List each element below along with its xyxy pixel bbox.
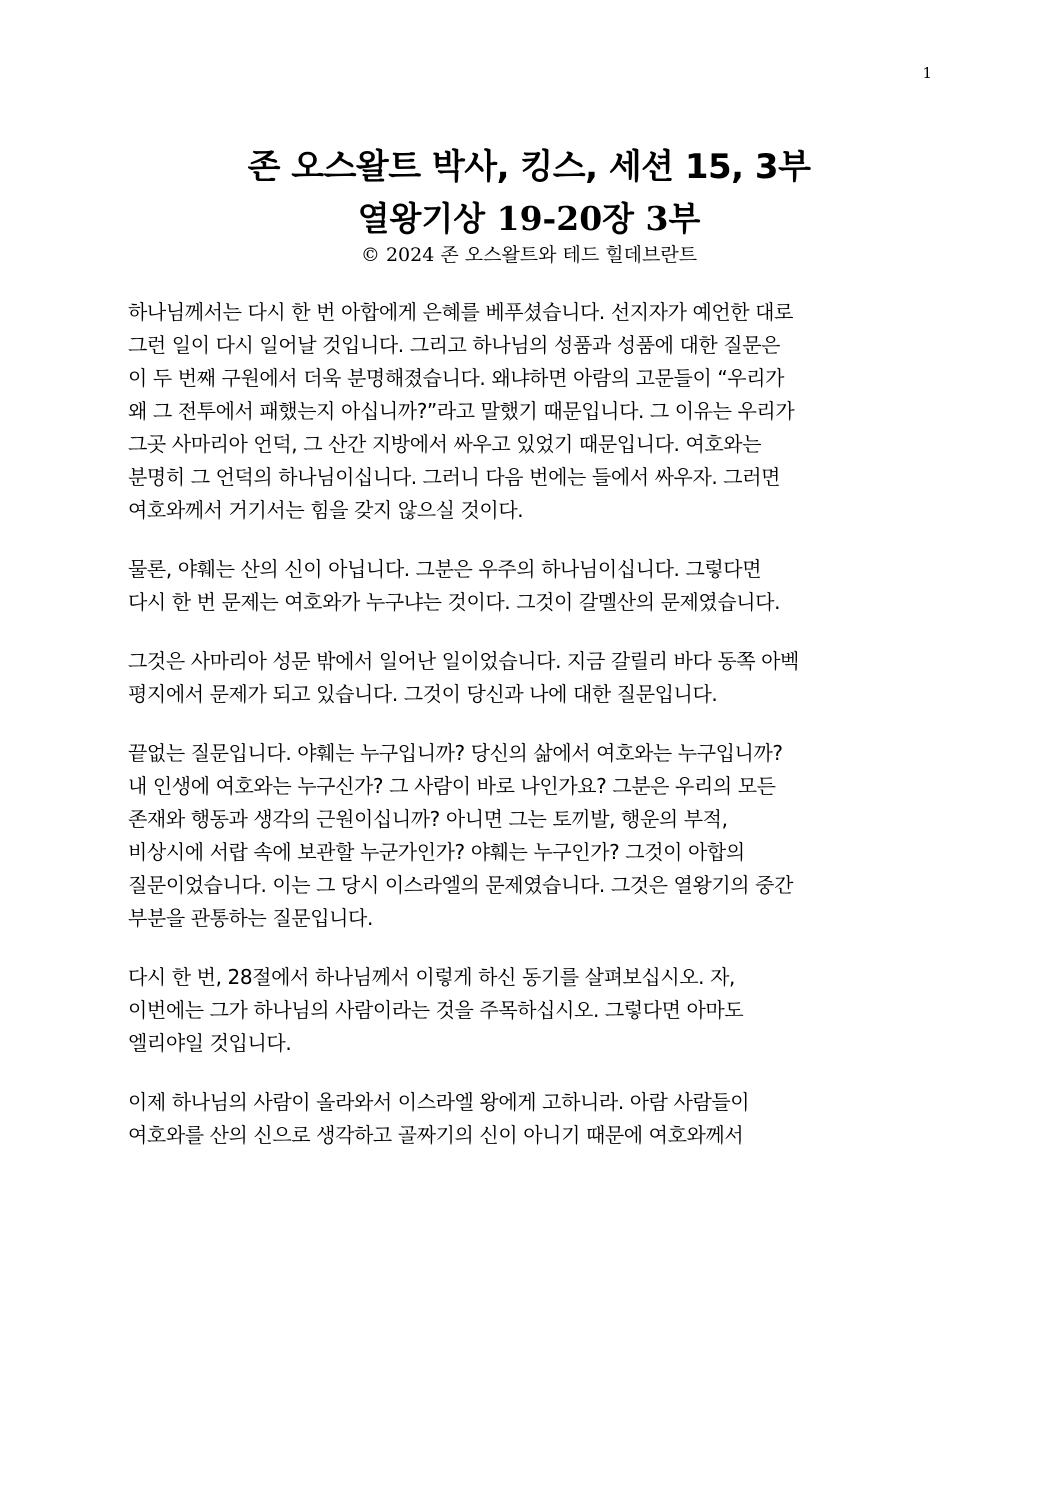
text-line: 다시 한 번, 28절에서 하나님께서 이렇게 하신 동기를 살펴보십시오. 자,	[128, 965, 735, 989]
text-line: 그곳 사마리아 언덕, 그 산간 지방에서 싸우고 있었기 때문입니다. 여호와는	[128, 432, 762, 456]
text-line: 엘리야일 것입니다.	[128, 1031, 292, 1055]
document-body	[128, 296, 928, 1178]
text-line: 하나님께서는 다시 한 번 아합에게 은혜를 베푸셨습니다. 선지자가 예언한 대로	[128, 300, 794, 324]
text-line: 부분을 관통하는 질문입니다.	[128, 906, 373, 930]
text-line: 이제 하나님의 사람이 올라와서 이스라엘 왕에게 고하니라. 아람 사람들이	[128, 1090, 750, 1114]
page-number: 1	[922, 64, 932, 82]
text-line: 그런 일이 다시 일어날 것입니다. 그리고 하나님의 성품과 성품에 대한 질문은	[128, 333, 781, 357]
text-line: 내 인생에 여호와는 누구신가? 그 사람이 바로 나인가요? 그분은 우리의 모든	[128, 774, 776, 798]
text-line: 왜 그 전투에서 패했는지 아십니까?”라고 말했기 때문입니다. 그 이유는 우리가	[128, 399, 795, 423]
text-line: 끝없는 질문입니다. 야훼는 누구입니까? 당신의 삶에서 여호와는 누구입니까?	[128, 741, 783, 765]
text-line: 비상시에 서랍 속에 보관할 누군가인가? 야훼는 누구인가? 그것이 아합의	[128, 840, 745, 864]
text-line: 질문이었습니다. 이는 그 당시 이스라엘의 문제였습니다. 그것은 열왕기의 중간	[128, 873, 794, 897]
text-line: 이 두 번째 구원에서 더욱 분명해졌습니다. 왜냐하면 아람의 고문들이 “우리가	[128, 366, 785, 390]
document-subtitle: 열왕기상 19-20장 3부	[357, 199, 701, 238]
copyright-notice: © 2024 존 오스왈트와 테드 힐데브란트	[360, 244, 698, 266]
paragraph	[128, 645, 928, 711]
paragraph	[128, 961, 928, 1060]
document-title: 존 오스왈트 박사, 킹스, 세션 15, 3부	[247, 147, 811, 187]
text-line: 분명히 그 언덕의 하나님이십니다. 그러니 다음 번에는 들에서 싸우자. 그러면	[128, 465, 781, 489]
text-line: 물론, 야훼는 산의 신이 아닙니다. 그분은 우주의 하나님이십니다. 그렇다면	[128, 557, 762, 581]
text-line: 평지에서 문제가 되고 있습니다. 그것이 당신과 나에 대한 질문입니다.	[128, 682, 718, 706]
paragraph	[128, 553, 928, 619]
paragraph	[128, 737, 928, 935]
text-line: 다시 한 번 문제는 여호와가 누구냐는 것이다. 그것이 갈멜산의 문제였습니다.	[128, 590, 781, 614]
text-line: 이번에는 그가 하나님의 사람이라는 것을 주목하십시오. 그렇다면 아마도	[128, 998, 744, 1022]
paragraph	[128, 1086, 928, 1152]
text-line: 존재와 행동과 생각의 근원이십니까? 아니면 그는 토끼발, 행운의 부적,	[128, 807, 728, 831]
text-line: 여호와께서 거기서는 힘을 갖지 않으실 것이다.	[128, 498, 524, 522]
paragraph	[128, 296, 928, 527]
text-line: 그것은 사마리아 성문 밖에서 일어난 일이었습니다. 지금 갈릴리 바다 동쪽 아벡	[128, 649, 799, 673]
text-line: 여호와를 산의 신으로 생각하고 골짜기의 신이 아니기 때문에 여호와께서	[128, 1123, 744, 1147]
